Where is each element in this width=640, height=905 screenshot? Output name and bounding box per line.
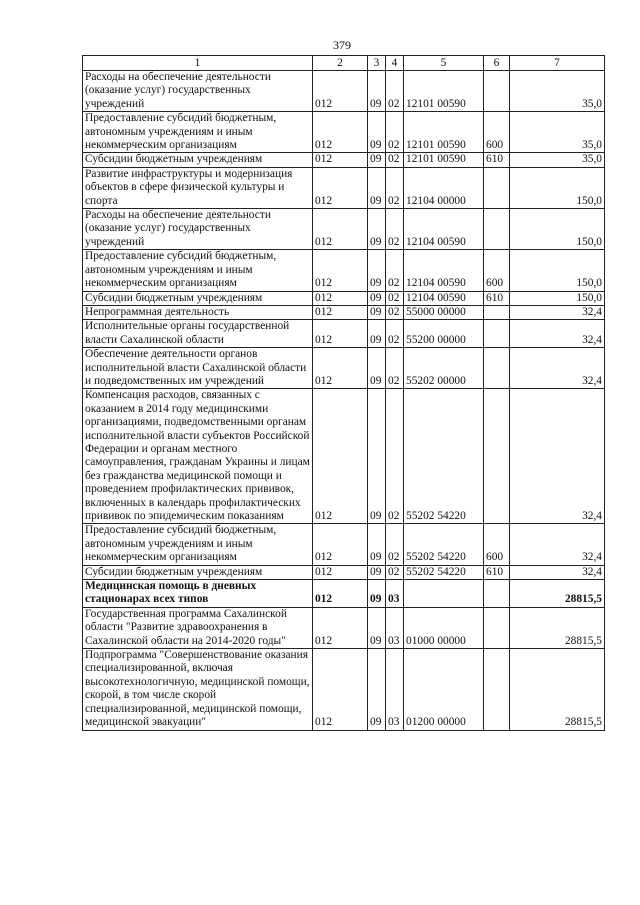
ministry-code: 012	[313, 291, 368, 305]
target-article-code: 01200 00000	[404, 649, 484, 730]
target-article-code: 12104 00000	[404, 167, 484, 208]
section-code: 09	[368, 320, 386, 348]
section-code: 09	[368, 649, 386, 730]
subsection-code: 02	[386, 305, 404, 319]
section-code: 09	[368, 153, 386, 167]
table-row	[83, 565, 605, 579]
ministry-code: 012	[313, 305, 368, 319]
subsection-code: 02	[386, 112, 404, 153]
expense-type-code: 600	[484, 112, 510, 153]
column-header: 3	[368, 56, 386, 71]
ministry-code: 012	[313, 209, 368, 250]
row-name: Расходы на обеспечение деятельности (оказание услуг) государственных учреждений	[83, 209, 313, 250]
row-name: Компенсация расходов, связанных с оказанием в 2014 году медицинскими организациями, подведомственными органам исполнительной власти субъектов Российской Федерации и органам местного самоуправления, гражданам Украины и лицам без гражданства медицинской помощи и проведением профилактических прививок, включенных в календарь профилактических прививок по эпидемическим показаниям	[83, 389, 313, 524]
amount: 35,0	[510, 71, 605, 112]
amount: 28815,5	[510, 649, 605, 730]
subsection-code: 02	[386, 524, 404, 565]
row-name: Медицинская помощь в дневных стационарах всех типов	[83, 580, 313, 608]
subsection-code: 02	[386, 153, 404, 167]
subsection-code: 02	[386, 291, 404, 305]
target-article-code	[404, 580, 484, 608]
ministry-code: 012	[313, 565, 368, 579]
table-row	[83, 112, 605, 153]
subsection-code: 02	[386, 320, 404, 348]
table-body	[83, 71, 605, 731]
ministry-code: 012	[313, 607, 368, 648]
expense-type-code	[484, 389, 510, 524]
expense-type-code	[484, 305, 510, 319]
section-code: 09	[368, 250, 386, 291]
row-name: Непрограммная деятельность	[83, 305, 313, 319]
amount: 28815,5	[510, 580, 605, 608]
target-article-code: 12101 00590	[404, 112, 484, 153]
ministry-code: 012	[313, 320, 368, 348]
table-row	[83, 649, 605, 730]
row-name: Исполнительные органы государственной власти Сахалинской области	[83, 320, 313, 348]
table-row	[83, 209, 605, 250]
expense-type-code: 610	[484, 153, 510, 167]
table-row	[83, 607, 605, 648]
row-name: Подпрограмма "Совершенствование оказания специализированной, включая высокотехнологичную, медицинской помощи, скорой, в том числе скорой специализированной, медицинской помощи, медицинской эвакуации"	[83, 649, 313, 730]
column-header: 5	[404, 56, 484, 71]
subsection-code: 03	[386, 649, 404, 730]
column-header: 6	[484, 56, 510, 71]
expense-type-code	[484, 649, 510, 730]
amount: 150,0	[510, 250, 605, 291]
subsection-code: 03	[386, 580, 404, 608]
expense-type-code: 610	[484, 565, 510, 579]
subsection-code: 02	[386, 167, 404, 208]
row-name: Субсидии бюджетным учреждениям	[83, 291, 313, 305]
ministry-code: 012	[313, 389, 368, 524]
table-row	[83, 389, 605, 524]
expense-type-code	[484, 607, 510, 648]
target-article-code: 55200 00000	[404, 320, 484, 348]
table-row	[83, 250, 605, 291]
table-row	[83, 291, 605, 305]
amount: 32,4	[510, 320, 605, 348]
column-header: 4	[386, 56, 404, 71]
expense-type-code	[484, 348, 510, 389]
section-code: 09	[368, 580, 386, 608]
expense-type-code	[484, 580, 510, 608]
subsection-code: 02	[386, 389, 404, 524]
section-code: 09	[368, 71, 386, 112]
section-code: 09	[368, 112, 386, 153]
ministry-code: 012	[313, 250, 368, 291]
section-code: 09	[368, 167, 386, 208]
amount: 150,0	[510, 209, 605, 250]
section-code: 09	[368, 348, 386, 389]
row-name: Развитие инфраструктуры и модернизация объектов в сфере физической культуры и спорта	[83, 167, 313, 208]
subsection-code: 02	[386, 71, 404, 112]
subsection-code: 02	[386, 565, 404, 579]
ministry-code: 012	[313, 153, 368, 167]
ministry-code: 012	[313, 580, 368, 608]
ministry-code: 012	[313, 348, 368, 389]
table-row	[83, 71, 605, 112]
subsection-code: 02	[386, 348, 404, 389]
amount: 32,4	[510, 348, 605, 389]
target-article-code: 55202 54220	[404, 524, 484, 565]
expense-type-code	[484, 71, 510, 112]
table-row	[83, 348, 605, 389]
section-code: 09	[368, 565, 386, 579]
column-header: 7	[510, 56, 605, 71]
section-code: 09	[368, 389, 386, 524]
amount: 35,0	[510, 112, 605, 153]
ministry-code: 012	[313, 71, 368, 112]
row-name: Предоставление субсидий бюджетным, автономным учреждениям и иным некоммерческим организациям	[83, 250, 313, 291]
target-article-code: 12101 00590	[404, 153, 484, 167]
section-code: 09	[368, 291, 386, 305]
expense-type-code: 610	[484, 291, 510, 305]
ministry-code: 012	[313, 524, 368, 565]
expense-type-code: 600	[484, 250, 510, 291]
row-name: Предоставление субсидий бюджетным, автономным учреждениям и иным некоммерческим организациям	[83, 524, 313, 565]
expense-type-code	[484, 320, 510, 348]
column-header: 1	[83, 56, 313, 71]
target-article-code: 55202 54220	[404, 565, 484, 579]
table-row	[83, 320, 605, 348]
table-row	[83, 524, 605, 565]
target-article-code: 12104 00590	[404, 291, 484, 305]
section-code: 09	[368, 209, 386, 250]
row-name: Государственная программа Сахалинской области "Развитие здравоохранения в Сахалинской области на 2014-2020 годы"	[83, 607, 313, 648]
expense-type-code	[484, 167, 510, 208]
row-name: Обеспечение деятельности органов исполнительной власти Сахалинской области и подведомственных им учреждений	[83, 348, 313, 389]
page-number: 379	[333, 38, 351, 52]
row-name: Предоставление субсидий бюджетным, автономным учреждениям и иным некоммерческим организациям	[83, 112, 313, 153]
ministry-code: 012	[313, 112, 368, 153]
column-header: 2	[313, 56, 368, 71]
header-row	[83, 56, 605, 71]
budget-table	[82, 55, 605, 731]
target-article-code: 55000 00000	[404, 305, 484, 319]
table-row	[83, 167, 605, 208]
table-row	[83, 580, 605, 608]
expense-type-code: 600	[484, 524, 510, 565]
section-code: 09	[368, 607, 386, 648]
ministry-code: 012	[313, 167, 368, 208]
target-article-code: 12101 00590	[404, 71, 484, 112]
row-name: Субсидии бюджетным учреждениям	[83, 565, 313, 579]
subsection-code: 03	[386, 607, 404, 648]
amount: 28815,5	[510, 607, 605, 648]
target-article-code: 12104 00590	[404, 209, 484, 250]
amount: 32,4	[510, 305, 605, 319]
amount: 150,0	[510, 167, 605, 208]
table-row	[83, 153, 605, 167]
row-name: Расходы на обеспечение деятельности (оказание услуг) государственных учреждений	[83, 71, 313, 112]
table-row	[83, 305, 605, 319]
row-name: Субсидии бюджетным учреждениям	[83, 153, 313, 167]
amount: 32,4	[510, 389, 605, 524]
expense-type-code	[484, 209, 510, 250]
target-article-code: 55202 00000	[404, 348, 484, 389]
amount: 32,4	[510, 524, 605, 565]
subsection-code: 02	[386, 209, 404, 250]
section-code: 09	[368, 524, 386, 565]
target-article-code: 55202 54220	[404, 389, 484, 524]
ministry-code: 012	[313, 649, 368, 730]
subsection-code: 02	[386, 250, 404, 291]
target-article-code: 12104 00590	[404, 250, 484, 291]
amount: 150,0	[510, 291, 605, 305]
target-article-code: 01000 00000	[404, 607, 484, 648]
amount: 32,4	[510, 565, 605, 579]
section-code: 09	[368, 305, 386, 319]
amount: 35,0	[510, 153, 605, 167]
